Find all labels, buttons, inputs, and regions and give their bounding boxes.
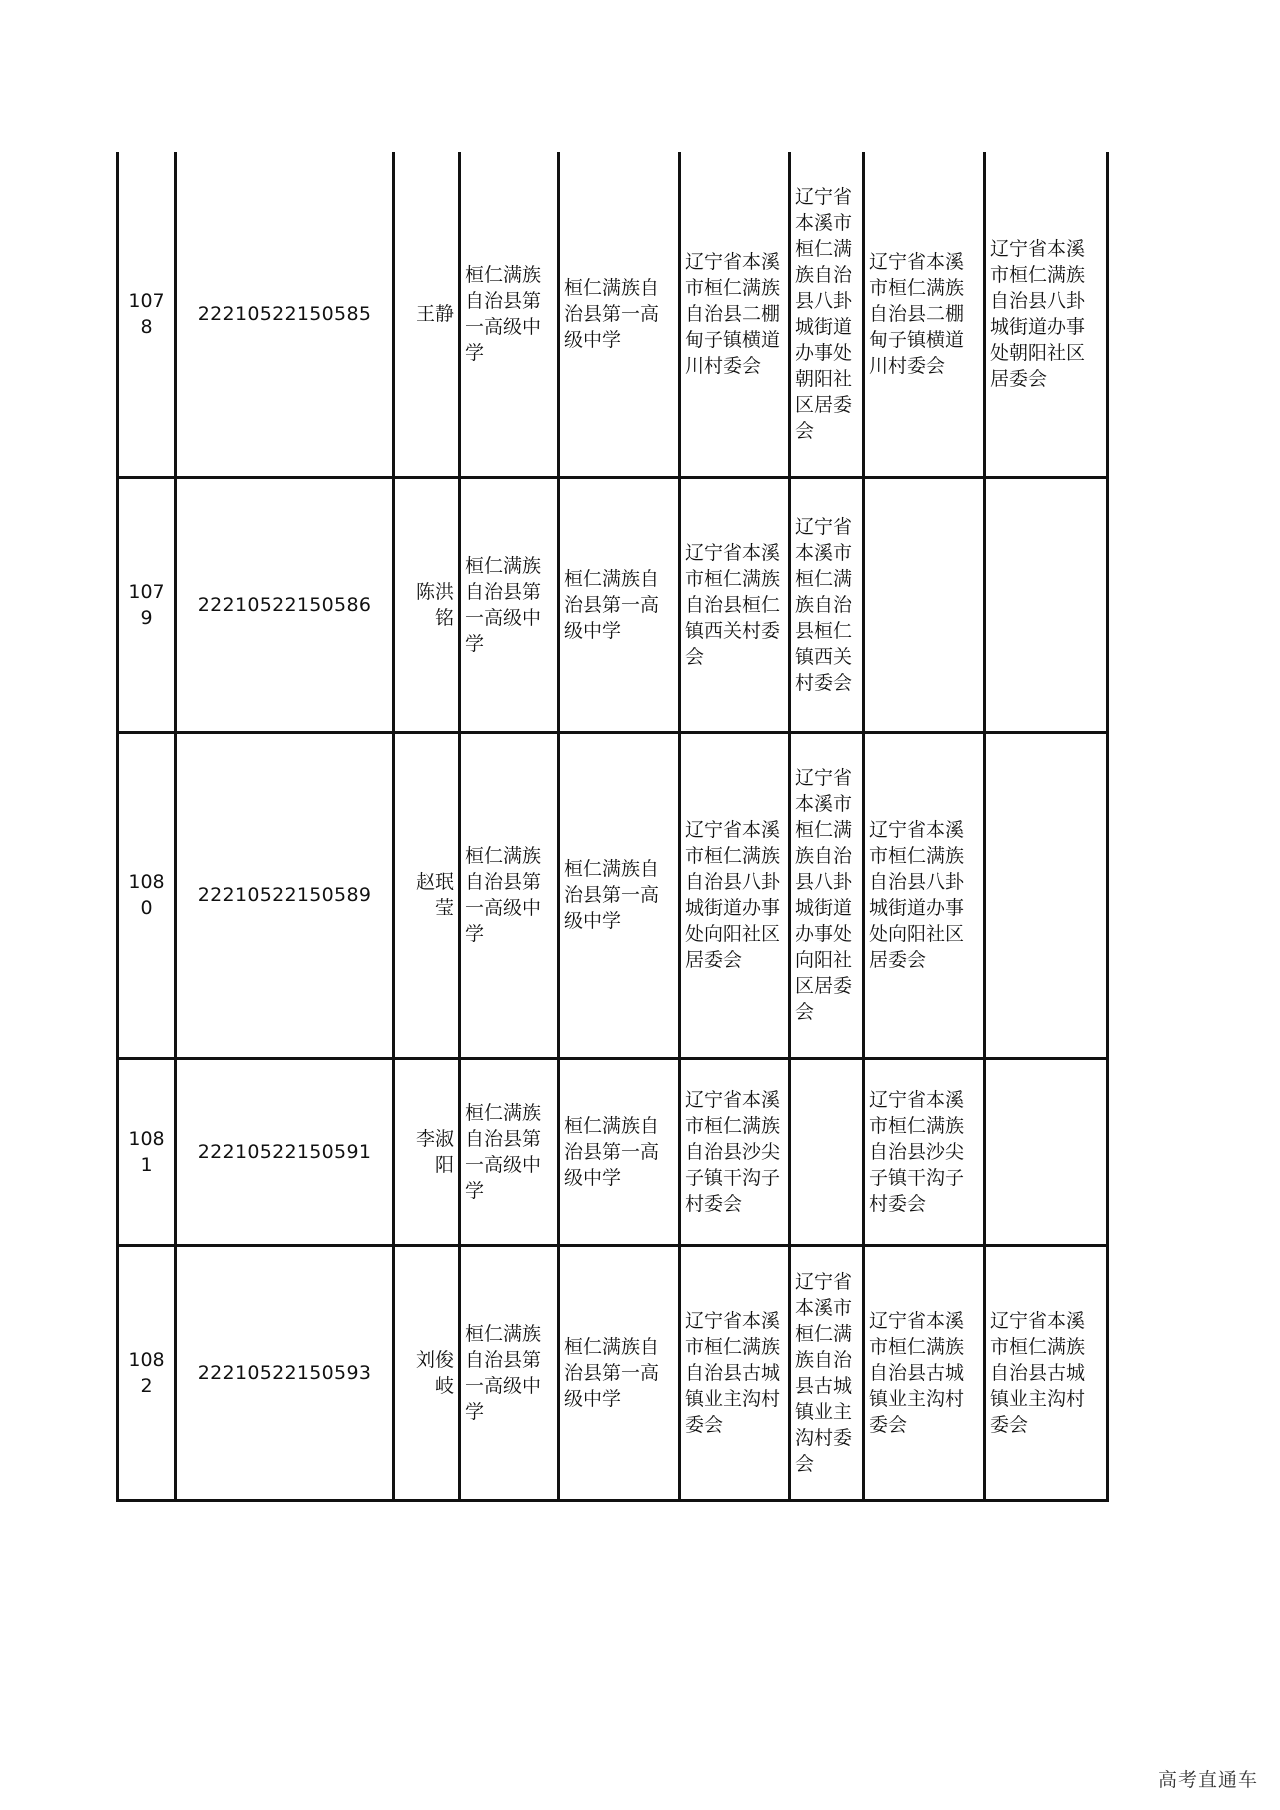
- address-b-cell: 辽宁省本溪市桓仁满族自治县八卦城街道办事处朝阳社区居委会: [790, 152, 864, 477]
- address-b-cell: 辽宁省本溪市桓仁满族自治县八卦城街道办事处向阳社区居委会: [790, 732, 864, 1058]
- address-d-cell: [985, 732, 1108, 1058]
- candidate-name: 刘俊岐: [394, 1245, 460, 1500]
- address-d-cell: 辽宁省本溪市桓仁满族自治县八卦城街道办事处朝阳社区居委会: [985, 152, 1108, 477]
- address-b-cell: 辽宁省本溪市桓仁满族自治县古城镇业主沟村委会: [790, 1245, 864, 1500]
- candidate-id: 22210522150591: [176, 1058, 394, 1245]
- address-c-cell: 辽宁省本溪市桓仁满族自治县沙尖子镇干沟子村委会: [864, 1058, 985, 1245]
- table-row: [118, 1245, 1108, 1500]
- graduated-school-cell: 桓仁满族自治县第一高级中学: [559, 1245, 680, 1500]
- candidate-id: 22210522150589: [176, 732, 394, 1058]
- candidate-id: 22210522150585: [176, 152, 394, 477]
- candidate-name: 李淑阳: [394, 1058, 460, 1245]
- row-number: 1081: [118, 1058, 176, 1245]
- graduated-school-cell: 桓仁满族自治县第一高级中学: [559, 477, 680, 732]
- watermark-text: 高考直通车: [1157, 1769, 1258, 1791]
- address-a-cell: 辽宁省本溪市桓仁满族自治县古城镇业主沟村委会: [680, 1245, 790, 1500]
- table-row: [118, 1058, 1108, 1245]
- row-number: 1079: [118, 477, 176, 732]
- school-cell: 桓仁满族自治县第一高级中学: [460, 1058, 559, 1245]
- address-b-cell: [790, 1058, 864, 1245]
- address-a-cell: 辽宁省本溪市桓仁满族自治县桓仁镇西关村委会: [680, 477, 790, 732]
- school-cell: 桓仁满族自治县第一高级中学: [460, 152, 559, 477]
- address-d-cell: 辽宁省本溪市桓仁满族自治县古城镇业主沟村委会: [985, 1245, 1108, 1500]
- table-row: [118, 152, 1108, 477]
- address-c-cell: 辽宁省本溪市桓仁满族自治县八卦城街道办事处向阳社区居委会: [864, 732, 985, 1058]
- candidate-id: 22210522150586: [176, 477, 394, 732]
- address-c-cell: [864, 477, 985, 732]
- address-d-cell: [985, 477, 1108, 732]
- address-d-cell: [985, 1058, 1108, 1245]
- graduated-school-cell: 桓仁满族自治县第一高级中学: [559, 1058, 680, 1245]
- candidate-name: 赵珉莹: [394, 732, 460, 1058]
- row-number: 1078: [118, 152, 176, 477]
- school-cell: 桓仁满族自治县第一高级中学: [460, 477, 559, 732]
- candidate-name: 陈洪铭: [394, 477, 460, 732]
- address-b-cell: 辽宁省本溪市桓仁满族自治县桓仁镇西关村委会: [790, 477, 864, 732]
- roster-sheet: [116, 152, 1106, 1502]
- address-c-cell: 辽宁省本溪市桓仁满族自治县古城镇业主沟村委会: [864, 1245, 985, 1500]
- graduated-school-cell: 桓仁满族自治县第一高级中学: [559, 152, 680, 477]
- address-a-cell: 辽宁省本溪市桓仁满族自治县八卦城街道办事处向阳社区居委会: [680, 732, 790, 1058]
- school-cell: 桓仁满族自治县第一高级中学: [460, 732, 559, 1058]
- table-row: [118, 732, 1108, 1058]
- candidate-name: 王静: [394, 152, 460, 477]
- table-row: [118, 477, 1108, 732]
- row-number: 1082: [118, 1245, 176, 1500]
- address-a-cell: 辽宁省本溪市桓仁满族自治县沙尖子镇干沟子村委会: [680, 1058, 790, 1245]
- row-number: 1080: [118, 732, 176, 1058]
- address-c-cell: 辽宁省本溪市桓仁满族自治县二棚甸子镇横道川村委会: [864, 152, 985, 477]
- school-cell: 桓仁满族自治县第一高级中学: [460, 1245, 559, 1500]
- roster-table: [116, 152, 1109, 1502]
- candidate-id: 22210522150593: [176, 1245, 394, 1500]
- address-a-cell: 辽宁省本溪市桓仁满族自治县二棚甸子镇横道川村委会: [680, 152, 790, 477]
- graduated-school-cell: 桓仁满族自治县第一高级中学: [559, 732, 680, 1058]
